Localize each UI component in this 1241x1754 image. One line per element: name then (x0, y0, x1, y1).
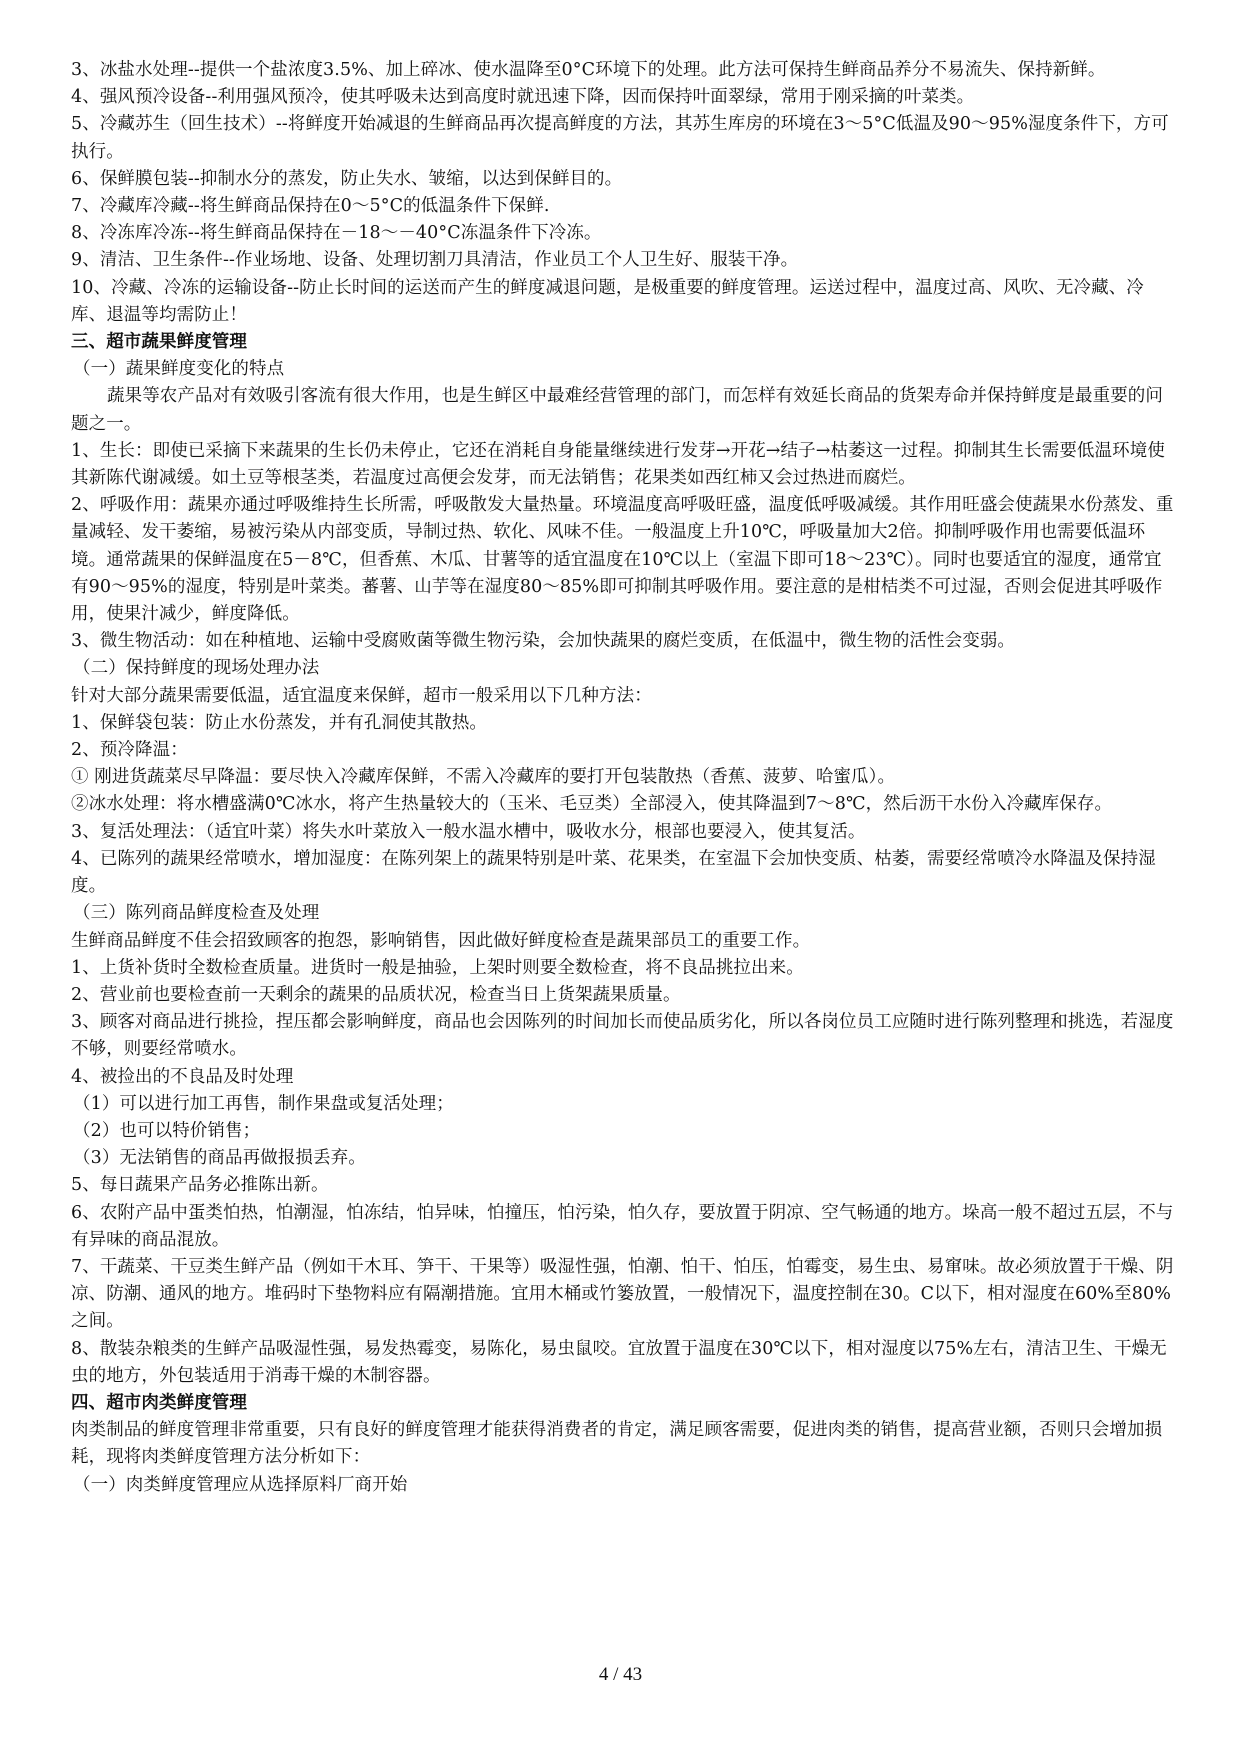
paragraph: 6、农附产品中蛋类怕热，怕潮湿，怕冻结，怕异味，怕撞压，怕污染，怕久存，要放置于阴凉、空气畅通的地方。垛高一般不超过五层，不与有异味的商品混放。 (71, 1202, 1174, 1250)
paragraph: 1、保鲜袋包装：防止水份蒸发，并有孔洞使其散热。 (71, 712, 488, 733)
subsection-heading: （三）陈列商品鲜度检查及处理 (73, 903, 320, 924)
paragraph: ②冰水处理：将水槽盛满0℃冰水，将产生热量较大的（玉米、毛豆类）全部浸入，使其降温到7～8℃，然后沥干水份入冷藏库保存。 (71, 794, 1113, 815)
paragraph: 8、散装杂粮类的生鲜产品吸湿性强，易发热霉变，易陈化，易虫鼠咬。宜放置于温度在30℃以下，相对湿度以75%左右，清洁卫生、干燥无虫的地方，外包装适用于消毒干燥的木制容器。 (71, 1338, 1167, 1386)
paragraph: 2、营业前也要检查前一天剩余的蔬果的品质状况，检查当日上货架蔬果质量。 (71, 984, 681, 1005)
paragraph: 肉类制品的鲜度管理非常重要，只有良好的鲜度管理才能获得消费者的肯定，满足顾客需要，促进肉类的销售，提高营业额，否则只会增加损耗，现将肉类鲜度管理方法分析如下： (71, 1420, 1163, 1468)
paragraph: （3）无法销售的商品再做报损丢弃。 (73, 1148, 366, 1169)
paragraph: 4、已陈列的蔬果经常喷水，增加湿度：在陈列架上的蔬果特别是叶菜、花果类，在室温下会加快变质、枯萎，需要经常喷冷水降温及保持湿度。 (71, 848, 1156, 897)
paragraph: 7、干蔬菜、干豆类生鲜产品（例如干木耳、笋干、干果等）吸湿性强，怕潮、怕干、怕压，怕霉变，易生虫、易窜味。故必须放置于干燥、阴凉、防潮、通风的地方。堆码时下垫物料应有隔潮措施。宜用木桶或竹篓放置，一般情况下，温度控制在30。C以下，相对湿度在60%至80%之间。 (71, 1256, 1174, 1332)
paragraph: 3、冰盐水处理--提供一个盐浓度3.5%、加上碎冰、使水温降至0°C环境下的处理。此方法可保持生鲜商品养分不易流失、保持新鲜。 (71, 60, 1106, 80)
paragraph: 6、保鲜膜包装--抑制水分的蒸发，防止失水、皱缩，以达到保鲜目的。 (71, 168, 623, 189)
paragraph: 1、上货补货时全数检查质量。进货时一般是抽验，上架时则要全数检查，将不良品挑拉出来。 (71, 957, 804, 978)
section-heading-4: 四、超市肉类鲜度管理 (71, 1392, 247, 1413)
paragraph: 2、预冷降温： (71, 740, 188, 761)
paragraph: 1、生长：即使已采摘下来蔬果的生长仍未停止，它还在消耗自身能量继续进行发芽→开花→结子→枯萎这一过程。抑制其生长需要低温环境使其新陈代谢减缓。如土豆等根茎类，若温度过高便会发芽，而无法销售；花果类如西红柿又会过热进而腐烂。 (71, 440, 1165, 489)
paragraph: 5、冷藏苏生（回生技术）--将鲜度开始减退的生鲜商品再次提高鲜度的方法，其苏生库房的环境在3～5°C低温及90～95%湿度条件下，方可执行。 (71, 114, 1169, 162)
paragraph: 8、冷冻库冷冻--将生鲜商品保持在－18～－40°C冻温条件下冷冻。 (71, 223, 602, 244)
paragraph: 3、顾客对商品进行挑捡，捏压都会影响鲜度，商品也会因陈列的时间加长而使品质劣化，所以各岗位员工应随时进行陈列整理和挑选，若湿度不够，则要经常喷水。 (71, 1012, 1174, 1060)
paragraph: 5、每日蔬果产品务必推陈出新。 (71, 1175, 329, 1196)
paragraph: 蔬果等农产品对有效吸引客流有很大作用，也是生鲜区中最难经营管理的部门，而怎样有效延长商品的货架寿命并保持鲜度是最重要的问题之一。 (71, 386, 1163, 434)
paragraph: 4、强风预冷设备--利用强风预冷，使其呼吸未达到高度时就迅速下降，因而保持叶面翠绿，常用于刚采摘的叶菜类。 (71, 87, 975, 108)
paragraph: 4、被捡出的不良品及时处理 (71, 1066, 294, 1087)
subsection-heading: （一）肉类鲜度管理应从选择原料厂商开始 (73, 1474, 408, 1495)
paragraph: （1）可以进行加工再售，制作果盘或复活处理； (73, 1093, 454, 1114)
paragraph: （2）也可以特价销售； (73, 1120, 261, 1141)
paragraph: 3、复活处理法：（适宜叶菜）将失水叶菜放入一般水温水槽中，吸收水分，根部也要浸入，使其复活。 (71, 821, 866, 842)
paragraph: 3、微生物活动：如在种植地、运输中受腐败菌等微生物污染，会加快蔬果的腐烂变质，在低温中，微生物的活性会变弱。 (71, 631, 1016, 652)
section-heading-3: 三、超市蔬果鲜度管理 (71, 332, 247, 353)
paragraph: 生鲜商品鲜度不佳会招致顾客的抱怨，影响销售，因此做好鲜度检查是蔬果部员工的重要工作。 (71, 930, 811, 951)
paragraph: 针对大部分蔬果需要低温，适宜温度来保鲜，超市一般采用以下几种方法： (71, 685, 652, 706)
paragraph: 2、呼吸作用：蔬果亦通过呼吸维持生长所需，呼吸散发大量热量。环境温度高呼吸旺盛，温度低呼吸减缓。其作用旺盛会使蔬果水份蒸发、重量减轻、发干萎缩，易被污染从内部变质，导制过热、软化、风味不佳。一般温度上升10℃，呼吸量加大2倍。抑制呼吸作用也需要低温环境。通常蔬果的保鲜温度在5－8℃，但香蕉、木瓜、甘薯等的适宜温度在10℃以上（室温下即可18～23℃）。同时也要适宜的湿度，通常宜有90～95%的湿度，特别是叶菜类。蕃薯、山芋等在湿度80～85%即可抑制其呼吸作用。要注意的是柑桔类不可过湿，否则会促进其呼吸作用，使果汁减少，鲜度降低。 (71, 495, 1174, 625)
paragraph: 7、冷藏库冷藏--将生鲜商品保持在0～5°C的低温条件下保鲜. (71, 196, 550, 217)
page-number: 4 / 43 (598, 1664, 643, 1685)
paragraph: 9、清洁、卫生条件--作业场地、设备、处理切割刀具清洁，作业员工个人卫生好、服装干净。 (71, 250, 799, 271)
subsection-heading: （一）蔬果鲜度变化的特点 (73, 359, 285, 380)
paragraph: 10、冷藏、冷冻的运输设备--防止长时间的运送而产生的鲜度减退问题，是极重要的鲜度管理。运送过程中，温度过高、风吹、无冷藏、冷库、退温等均需防止！ (71, 277, 1144, 325)
subsection-heading: （二）保持鲜度的现场处理办法 (73, 658, 320, 679)
document-body (71, 57, 1174, 1499)
paragraph: ① 刚进货蔬菜尽早降温：要尽快入冷藏库保鲜，不需入冷藏库的要打开包装散热（香蕉、菠萝、哈蜜瓜）。 (71, 767, 896, 788)
